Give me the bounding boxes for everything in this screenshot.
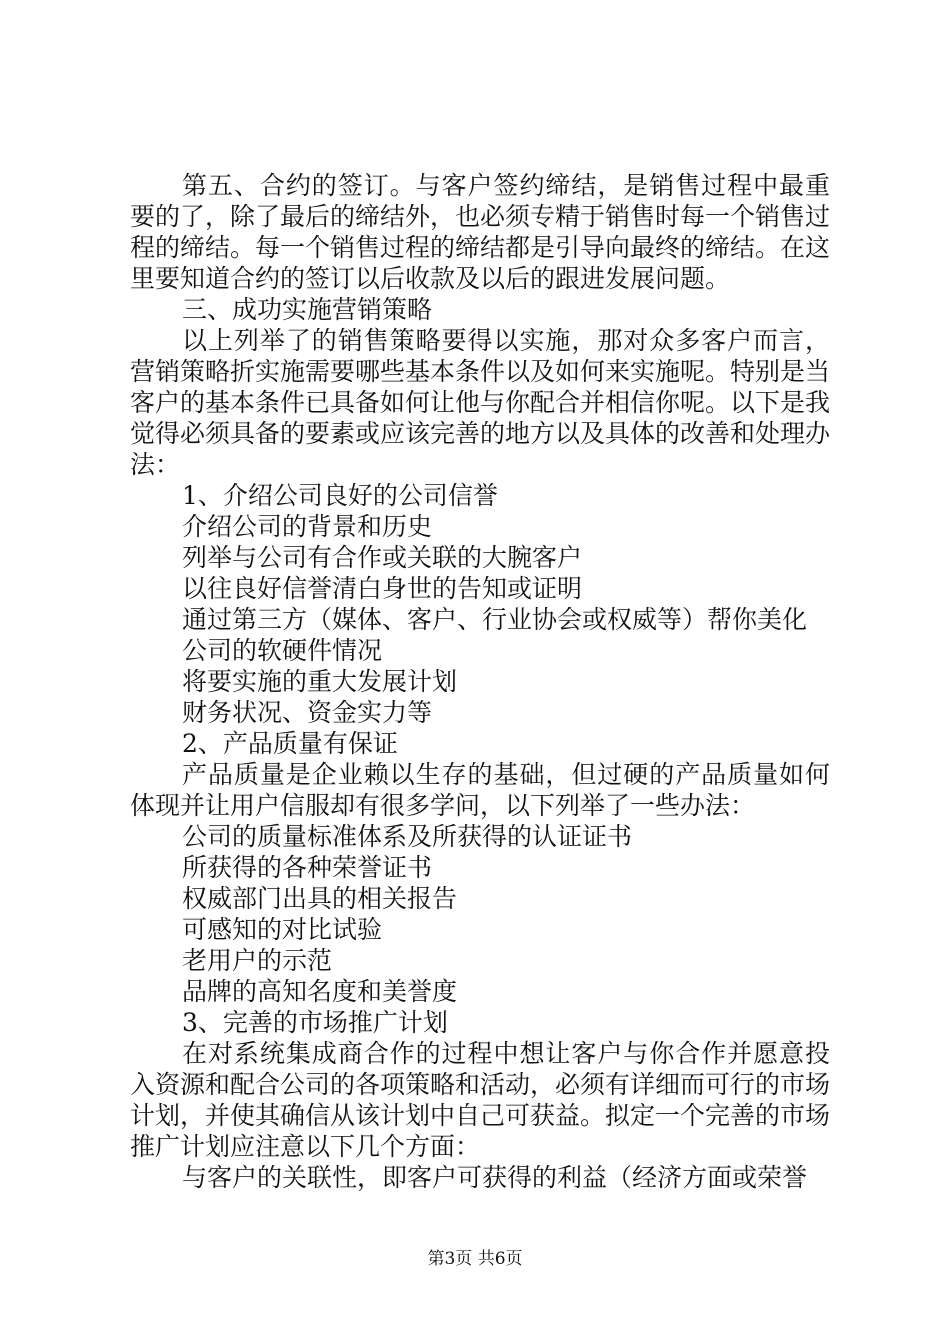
paragraph-customer-relevance: 与客户的关联性，即客户可获得的利益（经济方面或荣誉 [182,1163,808,1192]
page-footer: 第3页 共6页 [427,1249,523,1269]
list-item: 将要实施的重大发展计划 [182,667,458,696]
subheading-marketing-plan: 3、完善的市场推广计划 [182,1008,448,1037]
list-item: 通过第三方（媒体、客户、行业协会或权威等）帮你美化 [182,605,808,634]
paragraph-strategy-implementation: 以上列举了的销售策略要得以实施，那对众多客户而言，营销策略折实施需要哪些基本条件以及如何来实施呢。特别是当客户的基本条件已具备如何让他与你配合并相信你呢。以下是我觉得必须具备的要素或应该完善的地方以及具体的改善和处理办法： [130,326,831,479]
list-item: 权威部门出具的相关报告 [182,884,458,913]
list-item: 介绍公司的背景和历史 [182,512,433,541]
list-item: 以往良好信誉清白身世的告知或证明 [182,574,583,603]
list-item: 品牌的高知名度和美誉度 [182,977,458,1006]
paragraph-contract-signing: 第五、合约的签订。与客户签约缔结，是销售过程中最重要的了，除了最后的缔结外，也必须专精于销售时每一个销售过程的缔结。每一个销售过程的缔结都是引导向最终的缔结。在这里要知道合约的签订以后收款及以后的跟进发展问题。 [130,171,831,293]
list-item: 可感知的对比试验 [182,915,383,944]
document-body [130,170,830,1193]
list-item: 列举与公司有合作或关联的大腕客户 [182,543,583,572]
list-item: 所获得的各种荣誉证书 [182,853,433,882]
section-heading-marketing-strategy: 三、成功实施营销策略 [182,295,433,324]
list-item: 公司的软硬件情况 [182,636,383,665]
list-item: 老用户的示范 [182,946,333,975]
list-item: 公司的质量标准体系及所获得的认证证书 [182,822,633,851]
paragraph-product-quality: 产品质量是企业赖以生存的基础，但过硬的产品质量如何体现并让用户信服却有很多学问，以下列举了一些办法： [130,760,830,820]
list-item: 财务状况、资金实力等 [182,698,433,727]
paragraph-marketing-plan: 在对系统集成商合作的过程中想让客户与你合作并愿意投入资源和配合公司的各项策略和活动，必须有详细而可行的市场计划，并使其确信从该计划中自己可获益。拟定一个完善的市场推广计划应注意以下几个方面： [130,1039,831,1161]
subheading-product-quality: 2、产品质量有保证 [182,729,398,758]
subheading-company-reputation: 1、介绍公司良好的公司信誉 [182,481,498,510]
